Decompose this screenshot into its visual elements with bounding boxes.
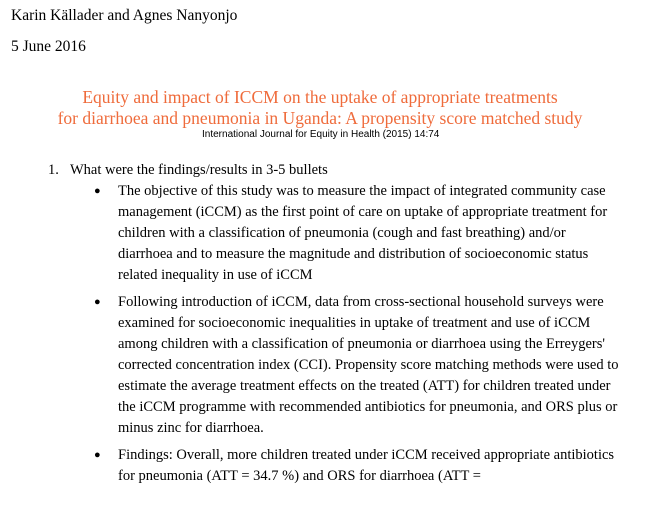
journal-citation: International Journal for Equity in Health (2015) 14:74 [202, 129, 440, 140]
finding-item-findings [94, 445, 623, 487]
bullet-icon: ● [94, 296, 101, 308]
document-date: 5 June 2016 [11, 38, 86, 55]
author-names: Karin Källader and Agnes Nanyonjo [11, 7, 238, 24]
finding-item-methods [94, 292, 623, 439]
bullet-icon: ● [94, 185, 101, 197]
article-title-line-1: Equity and impact of ICCM on the uptake of appropriate treatments [82, 87, 558, 107]
question-number: 1. [48, 162, 59, 178]
finding-text: The objective of this study was to measure the impact of integrated community case management (iCCM) as the first point of care on uptake of appropriate treatment for children with a classification of pneumonia (cough and fast breathing) and/or diarrhoea and to measure the magnitude and distribution of socioeconomic status related inequality in use of iCCM [118, 183, 608, 283]
finding-item-objective [94, 181, 623, 286]
finding-text: Findings: Overall, more children treated under iCCM received appropriate antibiotics for pneumonia (ATT = 34.7 %) and ORS for diarrhoea (ATT = [118, 447, 615, 484]
findings-list [94, 181, 623, 493]
question-text: What were the findings/results in 3-5 bullets [70, 162, 328, 178]
article-title [0, 87, 640, 129]
bullet-icon: ● [94, 449, 101, 461]
finding-text: Following introduction of iCCM, data from cross-sectional household surveys were examined for socioeconomic inequalities in uptake of treatment and use of iCCM among children with a classification of pneumonia or diarrhoea using the Erreygers' corrected concentration index (CCI). Propensity score matching methods were used to estimate the average treatment effects on the treated (ATT) for children treated under the iCCM programme with recommended antibiotics for pneumonia, and ORS plus or minus zinc for diarrhoea. [118, 294, 619, 436]
article-title-line-2: for diarrhoea and pneumonia in Uganda: A propensity score matched study [57, 108, 583, 128]
